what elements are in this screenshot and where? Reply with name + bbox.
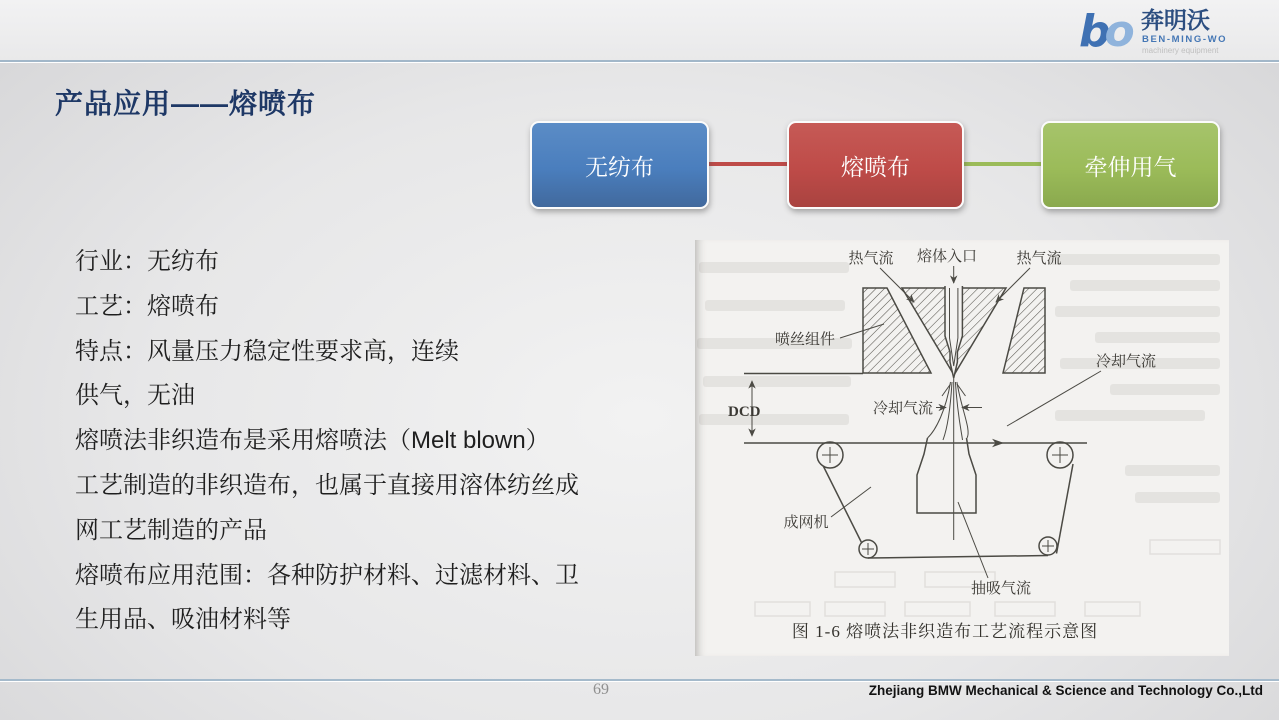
body-text-line: 工艺制造的非织造布，也属于直接用溶体纺丝成 <box>75 471 579 499</box>
svg-text:bo: bo <box>1079 6 1135 57</box>
suction-box <box>917 438 976 513</box>
label-cooling-air-right: 冷却气流 <box>1095 354 1157 370</box>
flow-box-label: 牵伸用气 <box>1084 153 1177 180</box>
label-dcd: DCD <box>728 404 761 420</box>
header-bar <box>0 0 1279 62</box>
fiber-plume <box>928 378 969 540</box>
connector-line-red <box>705 162 789 166</box>
page-title: 产品应用——熔喷布 <box>55 88 317 119</box>
die-block-right <box>1003 288 1045 373</box>
body-text-line: 工艺：熔喷布 <box>75 292 219 320</box>
figure-caption: 图 1-6 熔喷法非织造布工艺流程示意图 <box>791 622 1099 641</box>
body-text-line: 熔喷布应用范围：各种防护材料、过滤材料、卫 <box>75 561 579 589</box>
body-text-line: 特点：风量压力稳定性要求高，连续 <box>75 337 459 365</box>
flow-box-label: 熔喷布 <box>841 153 910 180</box>
label-cooling-air-left: 冷却气流 <box>872 401 933 417</box>
label-spinneret: 喷丝组件 <box>774 332 836 348</box>
connector-line-green <box>962 162 1042 166</box>
logo-tagline: machinery equipment <box>1142 46 1219 55</box>
page-number: 69 <box>593 681 609 698</box>
company-name: Zhejiang BMW Mechanical & Science and Technology Co.,Ltd <box>868 683 1263 698</box>
label-hot-air-right: 热气流 <box>1016 251 1062 267</box>
flow-box-nonwoven <box>530 121 709 209</box>
footer-divider <box>0 679 1279 681</box>
logo-brand-en: BEN-MING-WO <box>1142 34 1228 45</box>
flow-box-drawing-air <box>1041 121 1220 209</box>
label-melt-inlet: 熔体入口 <box>916 249 978 265</box>
label-web-former: 成网机 <box>783 515 829 531</box>
company-logo <box>1077 2 1267 58</box>
process-diagram-image <box>695 240 1229 656</box>
body-text-line: 生用品、吸油材料等 <box>75 606 291 634</box>
web-former-belt <box>817 442 1073 558</box>
body-text-line: 熔喷法非织造布是采用熔喷法（Melt blown） <box>75 427 550 455</box>
body-text-line: 网工艺制造的产品 <box>75 516 267 544</box>
label-suction-air: 抽吸气流 <box>970 581 1032 597</box>
logo-brand-cn: 奔明沃 <box>1141 7 1210 33</box>
body-text-line: 供气，无油 <box>75 382 195 410</box>
body-text-line: 行业：无纺布 <box>75 248 219 275</box>
label-hot-air-left: 热气流 <box>848 251 894 267</box>
flow-box-meltblown <box>787 121 964 209</box>
body-text-block <box>75 240 665 643</box>
logo-bo-icon <box>1079 6 1135 57</box>
flow-box-label: 无纺布 <box>585 153 654 180</box>
meltblown-process-diagram <box>695 240 1229 656</box>
